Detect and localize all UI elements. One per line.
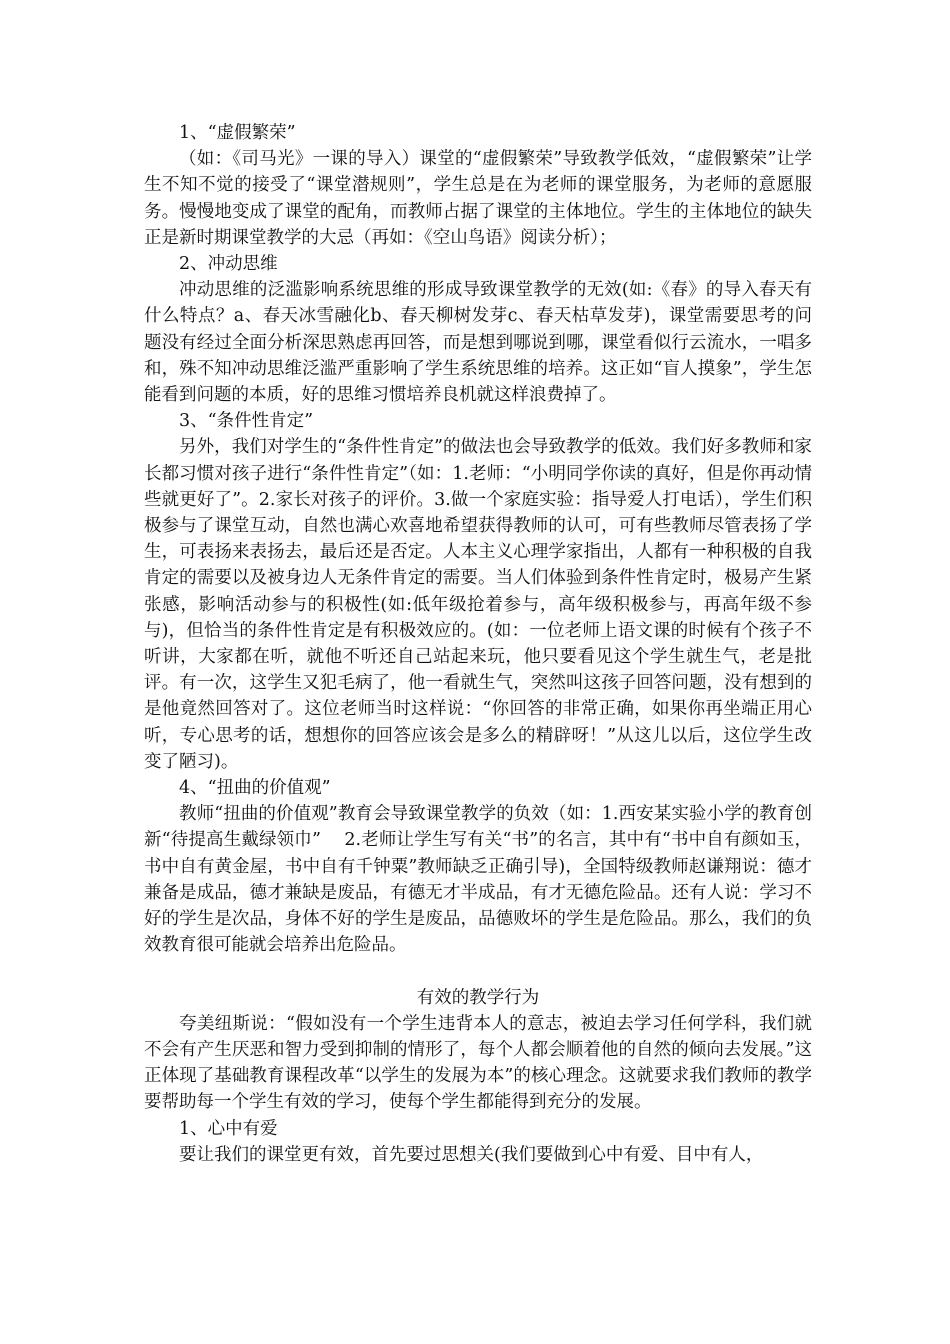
section-heading: 3、“条件性肯定” [179, 411, 314, 432]
section-3 [144, 408, 812, 775]
section-title: 有效的教学行为 [416, 987, 540, 1008]
document-page [144, 120, 812, 1168]
section-2 [144, 251, 812, 408]
section-paragraph: （如：《司马光》一课的导入）课堂的“虚假繁荣”导致教学低效，“虚假繁荣”让学生不知不觉的接受了“课堂潜规则”，学生总是在为老师的课堂服务，为老师的意愿服务。慢慢地变成了课堂的配角，而教师占据了课堂的主体地位。学生的主体地位的缺失正是新时期课堂教学的大忌（再如：《空山鸟语》阅读分析）； [144, 149, 812, 248]
section-heading: 4、“扭曲的价值观” [179, 778, 331, 799]
section-1 [144, 120, 812, 251]
section-paragraph: 冲动思维的泛滥影响系统思维的形成导致课堂教学的无效(如:《春》的导入春天有什么特点？a、春天冰雪融化b、春天柳树发芽c、春天枯草发芽)，课堂需要思考的问题没有经过全面分析深思熟虑再回答，而是想到哪说到哪，课堂看似行云流水，一唱多和，殊不知冲动思维泛滥严重影响了学生系统思维的培养。这正如“盲人摸象”，学生怎能看到问题的本质，好的思维习惯培养良机就这样浪费掉了。 [144, 280, 812, 406]
section-paragraph: 另外，我们对学生的“条件性肯定”的做法也会导致教学的低效。我们好多教师和家长都习惯对孩子进行“条件性肯定”（如：1.老师：“小明同学你读的真好，但是你再动情些就更好了”。2.家长对孩子的评价。3.做一个家庭实验：指导爱人打电话），学生们积极参与了课堂互动，自然也满心欢喜地希望获得教师的认可，可有些教师尽管表扬了学生，可表扬来表扬去，最后还是否定。人本主义心理学家指出，人都有一种积极的自我肯定的需要以及被身边人无条件肯定的需要。当人们体验到条件性肯定时，极易产生紧张感，影响活动参与的积极性(如:低年级抢着参与，高年级积极参与，再高年级不参与)，但恰当的条件性肯定是有积极效应的。(如：一位老师上语文课的时候有个孩子不听讲，大家都在听，就他不听还自己站起来玩，他只要看见这个学生就生气，老是批评。有一次，这学生又犯毛病了，他一看就生气，突然叫这孩子回答问题，没有想到的是他竟然回答对了。这位老师当时这样说：“你回答的非常正确，如果你再坐端正用心听，专心思考的话，想想你的回答应该会是多么的精辟呀！”从这儿以后，这位学生改变了陋习)。 [144, 437, 812, 772]
last-paragraph: 要让我们的课堂更有效，首先要过思想关(我们要做到心中有爱、目中有人， [179, 1144, 764, 1165]
section-heading: 2、冲动思维 [179, 254, 278, 275]
intro-paragraph: 夸美纽斯说：“假如没有一个学生违背本人的意志，被迫去学习任何学科，我们就不会有产生厌恶和智力受到抑制的情形了，每个人都会顺着他的自然的倾向去发展。”这正体现了基础教育课程改革“以学生的发展为本”的核心理念。这就要求我们教师的教学要帮助每一个学生有效的学习，使每个学生都能得到充分的发展。 [144, 1013, 812, 1113]
sub-heading: 1、心中有爱 [179, 1118, 278, 1139]
section-4 [144, 775, 812, 958]
section-paragraph: 教师“扭曲的价值观”教育会导致课堂教学的负效（如：1.西安某实验小学的教育创新“待提高生戴绿领巾” 2.老师让学生写有关“书”的名言，其中有“书中自有颜如玉，书中自有黄金屋，书中自有千钟粟”教师缺乏正确引导)，全国特级教师赵谦翔说：德才兼备是成品，德才兼缺是废品，有德无才半成品，有才无德危险品。还有人说：学习不好的学生是次品，身体不好的学生是废品，品德败坏的学生是危险品。那么，我们的负效教育很可能就会培养出危险品。 [144, 804, 812, 956]
section-heading: 1、“虚假繁荣” [179, 123, 296, 143]
